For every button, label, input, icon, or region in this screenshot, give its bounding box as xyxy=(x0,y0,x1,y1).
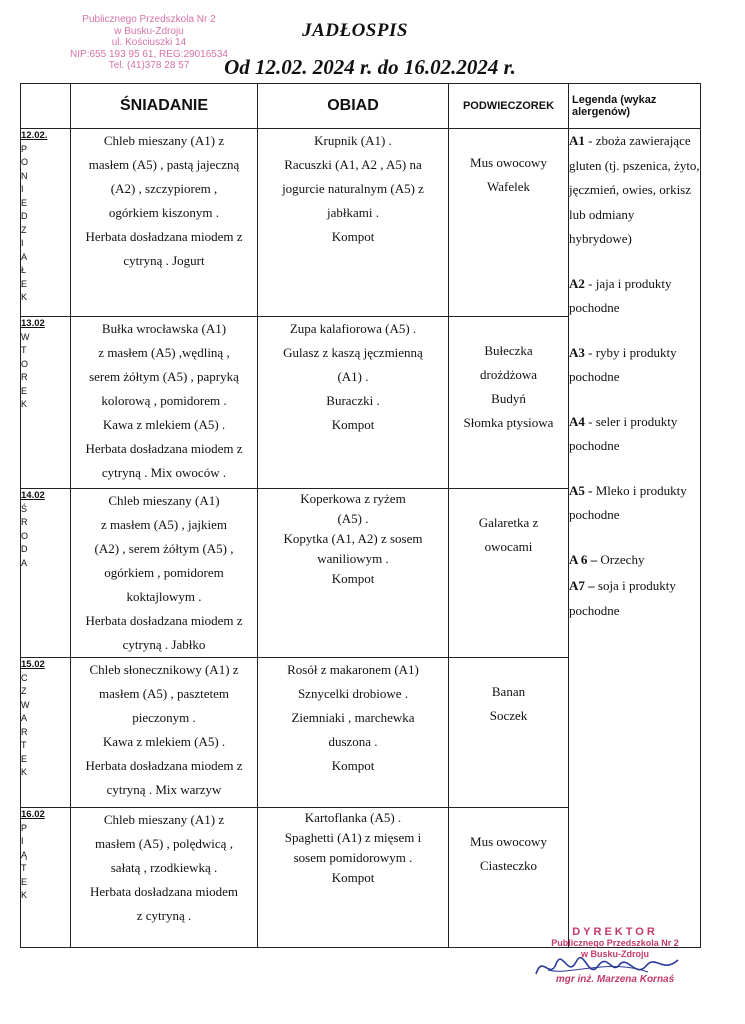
breakfast-line: masłem (A5) , pastą jajeczną xyxy=(88,157,240,172)
lunch-line: jabłkami . xyxy=(327,205,379,220)
day-letter: O xyxy=(21,358,29,369)
day-name-vertical xyxy=(21,143,70,305)
breakfast-line: Bułka wrocławska (A1) xyxy=(101,321,227,336)
allergen-code: A5 - xyxy=(569,482,593,498)
allergen-description: - jaja i produkty pochodne xyxy=(569,275,672,315)
breakfast-line: cytryną . Jogurt xyxy=(123,253,205,268)
lunch-line: Spaghetti (A1) z mięsem i xyxy=(284,830,422,845)
breakfast-cell xyxy=(71,129,258,317)
day-letter: R xyxy=(21,726,28,737)
breakfast-line: (A2) , serem żółtym (A5) , xyxy=(94,541,234,556)
menu-table xyxy=(20,83,701,948)
snack-line: Mus owocowy xyxy=(470,155,547,170)
table-row xyxy=(21,129,701,317)
day-letter: P xyxy=(21,143,28,154)
breakfast-line: serem żółtym (A5) , papryką xyxy=(89,369,239,384)
page-title: JADŁOSPIS xyxy=(302,20,408,41)
director-org-line1: Publicznego Przedszkola Nr 2 xyxy=(551,938,679,948)
breakfast-line: z cytryną . xyxy=(136,908,192,923)
day-letter: K xyxy=(21,767,28,777)
lunch-line: Kopytka (A1, A2) z sosem xyxy=(283,531,423,546)
snack-line: Budyń xyxy=(491,391,526,406)
day-letter: A xyxy=(21,557,28,568)
day-letter: O xyxy=(21,530,29,541)
legend-item xyxy=(569,410,700,459)
lunch-line: (A1) . xyxy=(337,369,369,384)
breakfast-line: pieczonym . xyxy=(132,710,196,725)
breakfast-line: Herbata dosładzana miodem z xyxy=(85,613,243,628)
day-letter: T xyxy=(21,863,27,873)
lunch-line: Kompot xyxy=(331,758,375,773)
legend-item xyxy=(569,479,700,528)
breakfast-line: z masłem (A5) ,wędliną , xyxy=(98,345,230,360)
snack-line: Mus owocowy xyxy=(470,834,547,849)
day-letter: O xyxy=(21,157,29,167)
lunch-cell xyxy=(258,658,449,808)
allergen-code: A4 xyxy=(569,413,585,429)
lunch-line: Kartoflanka (A5) . xyxy=(304,810,402,825)
allergen-description: Orzechy xyxy=(597,551,645,567)
lunch-line: jogurcie naturalnym (A5) z xyxy=(282,181,424,196)
day-letter: A xyxy=(21,251,28,262)
day-name-vertical xyxy=(21,503,70,571)
breakfast-line: koktajlowym . xyxy=(126,589,202,604)
breakfast-line: Herbata dosładzana miodem xyxy=(90,884,238,899)
stamp-line: Tel. (41)378 28 57 xyxy=(108,60,190,71)
day-letter: E xyxy=(21,385,28,396)
allergen-description: - seler i produkty pochodne xyxy=(569,413,678,453)
header-legend: Legenda (wykaz alergenów) xyxy=(569,84,701,129)
lunch-line: Kompot xyxy=(331,870,375,885)
lunch-line: Kompot xyxy=(331,571,375,586)
snack-line: Wafelek xyxy=(487,179,530,194)
breakfast-line: Chleb mieszany (A1) z xyxy=(103,812,225,827)
day-letter: I xyxy=(21,184,24,194)
breakfast-line: Chleb słonecznikowy (A1) z xyxy=(89,662,239,677)
allergen-code: A1 xyxy=(569,133,585,148)
day-letter: D xyxy=(21,544,28,554)
allergen-legend xyxy=(569,129,701,948)
breakfast-line: (A2) , szczypiorem , xyxy=(110,181,218,196)
snack-line: Soczek xyxy=(489,708,528,723)
handwritten-signature xyxy=(528,950,688,984)
allergen-description: - zboża zawierające gluten (tj. pszenica, żyto, jęczmień, owies, orkisz lub odmiany hybrydowe) xyxy=(569,133,700,246)
lunch-line: Ziemniaki , marchewka xyxy=(291,710,415,725)
lunch-line: duszona . xyxy=(328,734,378,749)
header-breakfast: ŚNIADANIE xyxy=(71,84,258,129)
breakfast-cell xyxy=(71,489,258,658)
breakfast-line: Kawa z mlekiem (A5) . xyxy=(102,417,226,432)
snack-cell xyxy=(449,129,569,317)
lunch-line: Zupa kalafiorowa (A5) . xyxy=(289,321,417,336)
lunch-line: Buraczki . xyxy=(326,393,380,408)
snack-cell xyxy=(449,658,569,808)
day-letter: C xyxy=(21,672,28,683)
day-date: 13.02 xyxy=(21,318,45,329)
legend-item xyxy=(569,548,700,573)
lunch-line: Kompot xyxy=(331,417,375,432)
lunch-line: Kompot xyxy=(331,229,375,244)
header-lunch: OBIAD xyxy=(258,84,449,129)
day-date: 12.02. xyxy=(21,130,48,141)
snack-line: drożdżowa xyxy=(479,367,538,382)
day-letter: Z xyxy=(21,686,27,696)
breakfast-line: Chleb mieszany (A1) z xyxy=(103,133,225,148)
breakfast-line: masłem (A5) , pasztetem xyxy=(99,686,229,701)
breakfast-line: cytryną . Mix warzyw xyxy=(106,782,222,797)
allergen-code: A2 xyxy=(569,275,585,291)
snack-line: Słomka ptysiowa xyxy=(463,415,554,430)
director-name: mgr inż. Marzena Kornaś xyxy=(555,974,675,985)
day-cell xyxy=(21,129,71,317)
allergen-code: A 6 – xyxy=(569,551,598,567)
lunch-cell xyxy=(258,317,449,489)
day-letter: K xyxy=(21,890,28,900)
lunch-line: Gulasz z kaszą jęczmienną xyxy=(283,345,423,360)
day-letter: R xyxy=(21,517,28,527)
director-org-line2: w Busku-Zdroju xyxy=(581,949,649,959)
snack-cell xyxy=(449,317,569,489)
snack-cell xyxy=(449,489,569,658)
legend-item xyxy=(569,574,700,623)
breakfast-line: Chleb mieszany (A1) xyxy=(108,493,220,508)
lunch-line: Krupnik (A1) . xyxy=(314,133,392,148)
day-letter: R xyxy=(21,372,28,382)
day-letter: E xyxy=(21,278,28,289)
breakfast-line: Herbata dosładzana miodem z xyxy=(85,229,243,244)
legend-item xyxy=(569,272,700,321)
stamp-line: ul. Kościuszki 14 xyxy=(111,37,187,48)
allergen-code: A7 – xyxy=(569,578,595,593)
date-range: Od 12.02. 2024 r. do 16.02.2024 r. xyxy=(224,55,516,79)
director-title: DYREKTOR xyxy=(572,926,658,938)
day-cell xyxy=(21,808,71,948)
stamp-line: Publicznego Przedszkola Nr 2 xyxy=(82,14,216,25)
day-cell xyxy=(21,317,71,489)
lunch-line: sosem pomidorowym . xyxy=(293,850,413,865)
day-letter: P xyxy=(21,822,28,833)
breakfast-line: Herbata dosładzana miodem z xyxy=(85,441,243,456)
day-letter: T xyxy=(21,740,27,750)
lunch-line: Koperkowa z ryżem xyxy=(300,491,406,506)
lunch-line: (A5) . xyxy=(337,511,369,526)
breakfast-line: ogórkiem kiszonym . xyxy=(108,205,220,220)
day-letter: K xyxy=(21,399,28,409)
header-row xyxy=(21,84,701,129)
lunch-cell xyxy=(258,129,449,317)
lunch-line: waniliowym . xyxy=(317,551,389,566)
lunch-cell xyxy=(258,808,449,948)
day-letter: I xyxy=(21,836,24,846)
allergen-code: A3 xyxy=(569,344,585,360)
day-cell xyxy=(21,489,71,658)
snack-line: Banan xyxy=(491,684,526,699)
day-letter: Ł xyxy=(21,265,27,275)
day-letter: Ą xyxy=(21,849,28,860)
day-date: 14.02 xyxy=(21,490,45,501)
day-letter: N xyxy=(21,170,28,181)
legend-item xyxy=(569,341,700,390)
day-name-vertical xyxy=(21,822,70,903)
header-snack: PODWIECZOREK xyxy=(449,84,569,129)
breakfast-line: z masłem (A5) , jajkiem xyxy=(101,517,227,532)
stamp-line: w Busku-Zdroju xyxy=(114,25,184,37)
allergen-description: Mleko i produkty pochodne xyxy=(569,482,687,522)
lunch-line: Racuszki (A1, A2 , A5) na xyxy=(284,157,422,172)
day-cell xyxy=(21,658,71,808)
breakfast-line: ogórkiem , pomidorem xyxy=(104,565,224,580)
day-letter: A xyxy=(21,713,28,723)
breakfast-line: sałatą , rzodkiewką . xyxy=(110,860,218,875)
allergen-description: soja i produkty pochodne xyxy=(569,578,676,618)
lunch-cell xyxy=(258,489,449,658)
snack-line: Ciasteczko xyxy=(479,858,538,873)
day-letter: E xyxy=(21,876,28,887)
allergen-description: - ryby i produkty pochodne xyxy=(569,344,677,384)
stamp-line: NIP:655 193 95 61, REG:29016534 xyxy=(70,48,228,60)
breakfast-line: masłem (A5) , polędwicą , xyxy=(95,836,233,851)
day-letter: Ś xyxy=(21,503,28,514)
day-letter: D xyxy=(21,211,28,221)
header-day xyxy=(21,84,71,129)
day-letter: Z xyxy=(21,224,27,235)
day-name-vertical xyxy=(21,331,70,412)
breakfast-line: kolorową , pomidorem . xyxy=(101,393,227,408)
day-date: 16.02 xyxy=(21,809,45,820)
snack-line: Galaretka z xyxy=(478,515,539,530)
breakfast-line: Herbata dosładzana miodem z xyxy=(85,758,243,773)
day-letter: K xyxy=(21,292,28,302)
day-letter: W xyxy=(21,699,30,710)
snack-line: Bułeczka xyxy=(484,343,533,358)
breakfast-line: cytryną . Mix owoców . xyxy=(101,465,227,480)
breakfast-cell xyxy=(71,317,258,489)
breakfast-line: Kawa z mlekiem (A5) . xyxy=(102,734,226,749)
snack-line: owocami xyxy=(484,539,533,554)
breakfast-line: cytryną . Jabłko xyxy=(122,637,206,652)
day-date: 15.02 xyxy=(21,659,45,670)
day-letter: E xyxy=(21,753,28,764)
day-letter: I xyxy=(21,238,24,248)
day-letter: E xyxy=(21,197,28,208)
lunch-line: Sznycelki drobiowe . xyxy=(297,686,409,701)
day-letter: T xyxy=(21,345,27,355)
breakfast-cell xyxy=(71,808,258,948)
day-name-vertical xyxy=(21,672,70,780)
lunch-line: Rosół z makaronem (A1) xyxy=(287,662,419,677)
day-letter: W xyxy=(21,331,30,342)
legend-item xyxy=(569,129,700,252)
breakfast-cell xyxy=(71,658,258,808)
